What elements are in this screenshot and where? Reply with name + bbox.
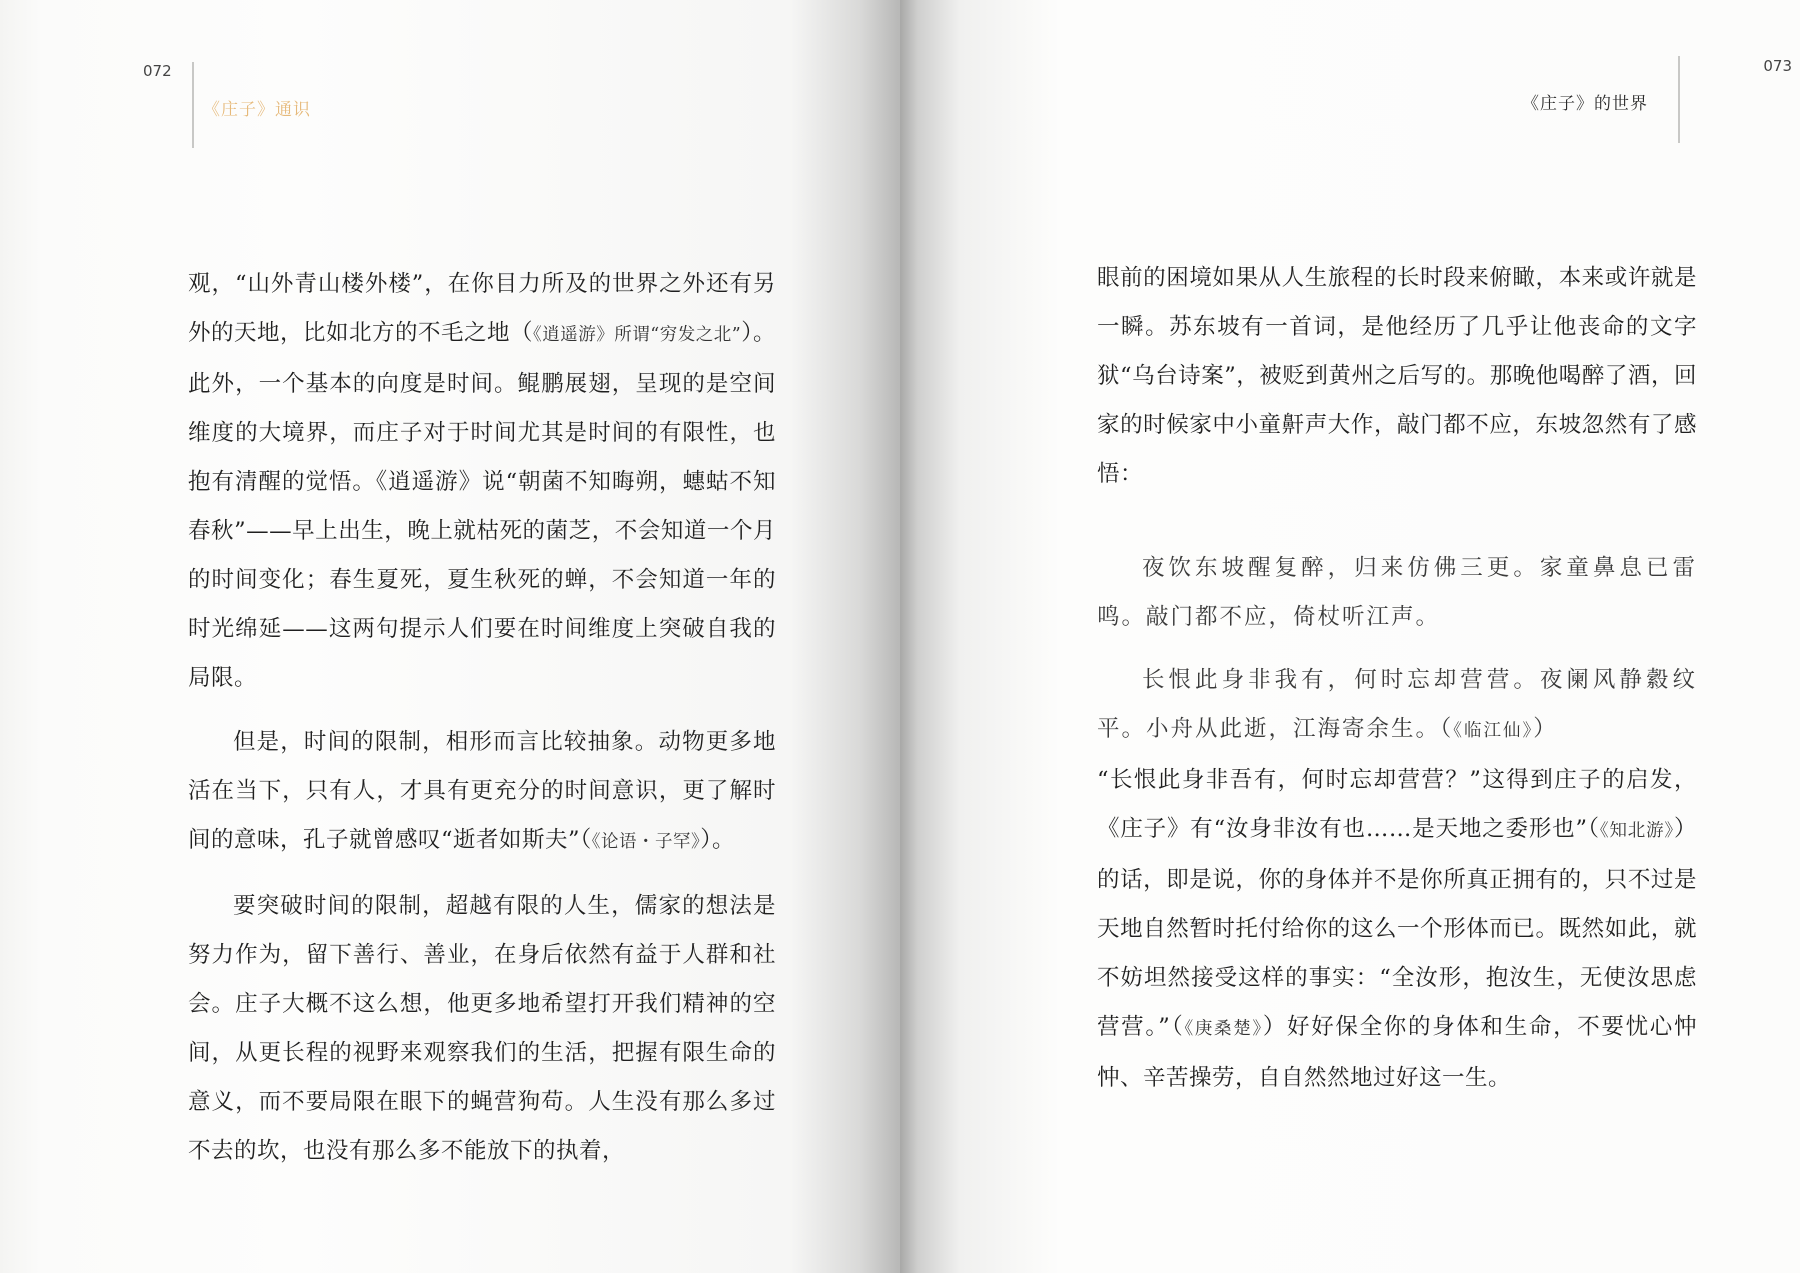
paragraph — [1097, 254, 1697, 499]
paragraph — [188, 260, 776, 703]
text-run: 夜饮东坡醒复醉，归来仿佛三更。家童鼻息已雷鸣。敲门都不应，倚杖听江声。 — [1097, 555, 1697, 630]
poem-stanza — [1097, 656, 1697, 756]
paragraph — [188, 718, 776, 867]
text-run: ）。此外，一个基本的向度是时间。鲲鹏展翅，呈现的是空间维度的大境界，而庄子对于时间尤其是时间的有限性，也抱有清醒的觉悟。《逍遥游》说“朝菌不知晦朔，蟪蛄不知春秋”——早上出生，晚上就枯死的菌芝，不会知道一个月的时间变化；春生夏死，夏生秋死的蝉，不会知道一年的时光绵延——这两句提示人们要在时间维度上突破自我的局限。 — [188, 320, 776, 691]
text-run: 但是，时间的限制，相形而言比较抽象。动物更多地活在当下，只有人，才具有更充分的时间意识，更了解时间的意味，孔子就曾感叹“逝者如斯夫”（ — [188, 729, 776, 853]
citation-text: 《知北游》 — [1599, 821, 1674, 841]
page-number: 073 — [1763, 57, 1792, 75]
paragraph — [1097, 756, 1697, 1103]
text-run: ）的话，即是说，你的身体并不是你所真正拥有的，只不过是天地自然暂时托付给你的这么一个形体而已。既然如此，就不妨坦然接受这样的事实：“全汝形，抱汝生，无使汝思虑营营。”（ — [1097, 816, 1698, 1040]
body-text — [188, 260, 776, 1176]
paragraph-gap — [188, 867, 776, 882]
text-run: ）好好保全你的身体和生命，不要忧心忡忡、辛苦操劳，自自然然地过好这一生。 — [1097, 1014, 1697, 1091]
text-run: ） — [1533, 716, 1558, 742]
running-head: 《庄子》的世界 — [1522, 94, 1648, 114]
citation-text: 《庚桑楚》 — [1184, 1019, 1263, 1039]
citation-text: 《临江仙》 — [1453, 721, 1534, 741]
text-run: “长恨此身非吾有，何时忘却营营？”这得到庄子的启发，《庄子》有“汝身非汝有也……是天地之委形也”（ — [1097, 767, 1697, 842]
running-head: 《庄子》通识 — [203, 100, 311, 120]
text-run: 长恨此身非我有，何时忘却营营。夜阑风静縠纹平。小舟从此逝，江海寄余生。（ — [1097, 667, 1697, 742]
paragraph-gap — [188, 703, 776, 718]
poem-stanza — [1097, 544, 1697, 642]
paragraph — [188, 882, 776, 1176]
body-text — [1097, 254, 1697, 1103]
citation-text: 《论语・子罕》 — [591, 832, 701, 852]
header-rule — [1678, 56, 1680, 143]
citation-text: 《逍遥游》所谓“穷发之北” — [533, 325, 742, 345]
page-number: 072 — [143, 62, 172, 80]
text-run: ）。 — [700, 827, 736, 853]
right-page — [900, 0, 1800, 1273]
text-run: 观，“山外青山楼外楼”，在你目力所及的世界之外还有另外的天地，比如北方的不毛之地（ — [188, 271, 776, 346]
header-rule — [192, 62, 194, 148]
text-run: 眼前的困境如果从人生旅程的长时段来俯瞰，本来或许就是一瞬。苏东坡有一首词，是他经历了几乎让他丧命的文字狱“乌台诗案”，被贬到黄州之后写的。那晚他喝醉了酒，回家的时候家中小童鼾声大作，敲门都不应，东坡忽然有了感悟： — [1097, 265, 1697, 487]
text-run: 要突破时间的限制，超越有限的人生，儒家的想法是努力作为，留下善行、善业，在身后依然有益于人群和社会。庄子大概不这么想，他更多地希望打开我们精神的空间，从更长程的视野来观察我们的生活，把握有限生命的意义，而不要局限在眼下的蝇营狗苟。人生没有那么多过不去的坎，也没有那么多不能放下的执着， — [188, 893, 776, 1164]
